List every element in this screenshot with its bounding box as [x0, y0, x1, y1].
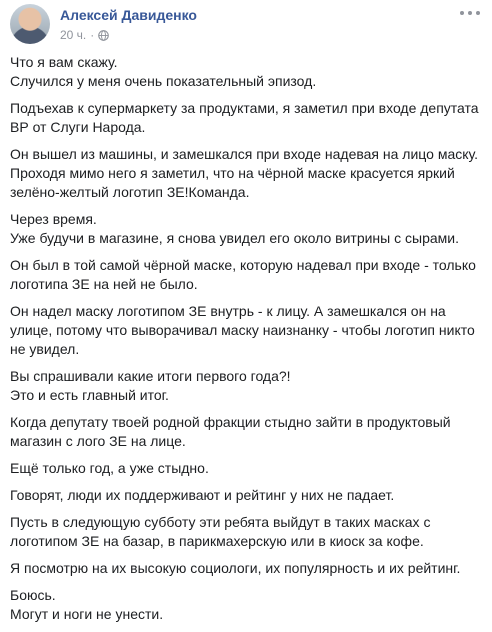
post-paragraph — [10, 210, 484, 248]
post-text-line: Могут и ноги не унести. — [10, 606, 164, 622]
post-paragraph — [10, 256, 484, 294]
post-text-line: Вы спрашивали какие итоги первого года?! — [10, 368, 291, 384]
post-text-line: Ещё только год, а уже стыдно. — [10, 460, 209, 476]
post-paragraph — [10, 586, 484, 624]
author-avatar[interactable] — [10, 4, 50, 44]
post-text-line: улице, потому что выворачивал маску наизнанку - чтобы логотип никто — [10, 322, 475, 338]
post-text-line: Он был в той самой чёрной маске, которую надевал при входе - только — [10, 257, 476, 273]
post-paragraph — [10, 486, 484, 505]
post-text — [10, 53, 484, 632]
post-paragraph — [10, 302, 484, 359]
post-paragraph — [10, 145, 484, 202]
post-paragraph — [10, 367, 484, 405]
post-text-line: Уже будучи в магазине, я снова увидел его около витрины с сырами. — [10, 230, 459, 246]
post-text-line: Это и есть главный итог. — [10, 387, 169, 403]
meta-separator: · — [90, 28, 95, 42]
post-paragraph — [10, 459, 484, 478]
post-text-line: Когда депутату твоей родной фракции стыдно зайти в продуктовый — [10, 414, 451, 430]
post-text-line: Я посмотрю на их высокую социологи, их популярность и их рейтинг. — [10, 560, 461, 576]
post-paragraph — [10, 513, 484, 551]
post-text-line: логотипа ЗЕ на ней не было. — [10, 276, 198, 292]
post-meta — [60, 28, 109, 42]
globe-icon[interactable] — [98, 30, 109, 41]
post-text-line: логотипом ЗЕ на базар, в парикмахерскую или в киоск за кофе. — [10, 533, 424, 549]
post-paragraph — [10, 99, 484, 137]
post-paragraph — [10, 53, 484, 91]
post-text-line: зелёно-желтый логотип ЗЕ!Команда. — [10, 184, 250, 200]
post-text-line: Что я вам скажу. — [10, 54, 118, 70]
post-text-line: Говорят, люди их поддерживают и рейтинг у них не падает. — [10, 487, 395, 503]
post-text-line: Пусть в следующую субботу эти ребята выйдут в таких масках с — [10, 514, 431, 530]
post-text-line: Случился у меня очень показательный эпизод. — [10, 73, 317, 89]
post-time[interactable]: 20 ч. — [60, 28, 87, 42]
post-header — [10, 4, 482, 48]
post-text-line: Он вышел из машины, и замешкался при входе надевая на лицо маску. — [10, 146, 479, 162]
post-text-line: магазин с лого ЗЕ на лице. — [10, 433, 186, 449]
post-text-line: ВР от Слуги Народа. — [10, 119, 146, 135]
author-name[interactable]: Алексей Давиденко — [60, 7, 197, 23]
post-text-line: Подъехав к супермаркету за продуктами, я заметил при входе депутата — [10, 100, 479, 116]
post-text-line: Через время. — [10, 211, 97, 227]
post-text-line: Боюсь. — [10, 587, 56, 603]
post-paragraph — [10, 559, 484, 578]
post-text-line: Проходя мимо него я заметил, что на чёрной маске красуется яркий — [10, 165, 455, 181]
post-paragraph — [10, 413, 484, 451]
more-options-icon[interactable] — [460, 6, 480, 20]
post-text-line: Он надел маску логотипом ЗЕ внутрь - к лицу. А замешкался он на — [10, 303, 446, 319]
post-text-line: не увидел. — [10, 341, 80, 357]
